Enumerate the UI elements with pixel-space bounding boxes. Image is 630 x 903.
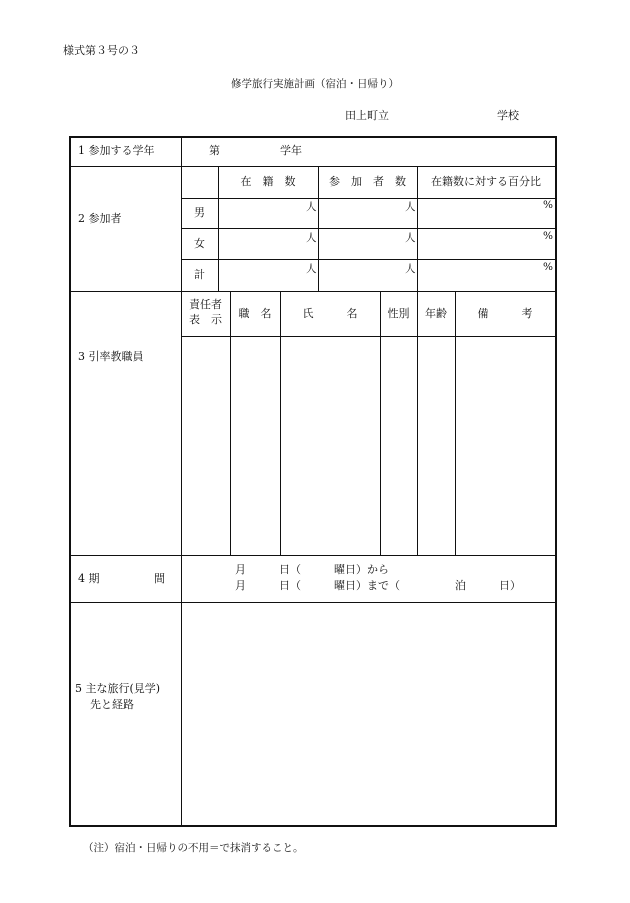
row-label-female: 女	[194, 237, 205, 250]
row-divider	[69, 291, 555, 292]
unit-percent: %	[543, 261, 553, 273]
plan-form-table	[69, 136, 555, 825]
col-divider	[280, 291, 281, 555]
col-age-header: 年齢	[425, 307, 447, 320]
row-divider	[181, 259, 555, 260]
period-to-line: 月 日（ 曜日）まで（ 泊 日）	[235, 579, 521, 592]
section5-label-line2: 先と経路	[90, 698, 134, 711]
row-divider	[69, 555, 555, 556]
footnote: （注）宿泊・日帰りの不用＝で抹消すること。	[83, 842, 304, 854]
unit-person: 人	[405, 201, 416, 213]
section2-label: 2 参加者	[78, 212, 122, 225]
unit-person: 人	[405, 263, 416, 275]
col-sex-header: 性別	[387, 307, 410, 320]
unit-percent: %	[543, 230, 553, 242]
section5-label-line1: 5 主な旅行(見学)	[75, 682, 161, 695]
col-name-header: 氏 名	[302, 307, 358, 320]
section4-label-end: 間	[154, 572, 165, 585]
col-divider	[380, 291, 381, 555]
section4-label: 4 期	[78, 572, 100, 585]
town-label: 田上町立	[345, 109, 389, 122]
col-remarks-header: 備 考	[477, 307, 533, 320]
col-divider	[417, 291, 418, 555]
col-divider	[455, 291, 456, 555]
grade-suffix: 学年	[280, 144, 302, 157]
row-divider	[181, 336, 555, 337]
unit-person: 人	[306, 263, 317, 275]
row-label-male: 男	[194, 206, 205, 219]
col-percent-header: 在籍数に対する百分比	[431, 175, 541, 188]
col-participants-header: 参 加 者 数	[329, 175, 406, 188]
period-from-line: 月 日（ 曜日）から	[235, 563, 389, 576]
unit-person: 人	[306, 201, 317, 213]
section3-label: 3 引率教職員	[78, 350, 144, 363]
row-divider	[69, 602, 555, 603]
col-responsible-header-line2: 表 示	[189, 313, 222, 326]
row-divider	[181, 198, 555, 199]
row-divider	[181, 228, 555, 229]
document-title: 修学旅行実施計画（宿泊・日帰り）	[231, 78, 399, 90]
col-divider	[230, 291, 231, 555]
unit-person: 人	[306, 232, 317, 244]
col-enrolled-header: 在 籍 数	[240, 175, 296, 188]
school-label: 学校	[497, 109, 519, 122]
form-number: 様式第３号の３	[63, 44, 140, 57]
row-label-total: 計	[194, 268, 205, 281]
section1-label: 1 参加する学年	[78, 144, 155, 157]
grade-prefix: 第	[209, 144, 220, 157]
unit-percent: %	[543, 199, 553, 211]
row-divider	[69, 166, 555, 167]
col-position-header: 職 名	[238, 307, 272, 320]
unit-person: 人	[405, 232, 416, 244]
col-responsible-header-line1: 責任者	[189, 298, 222, 311]
